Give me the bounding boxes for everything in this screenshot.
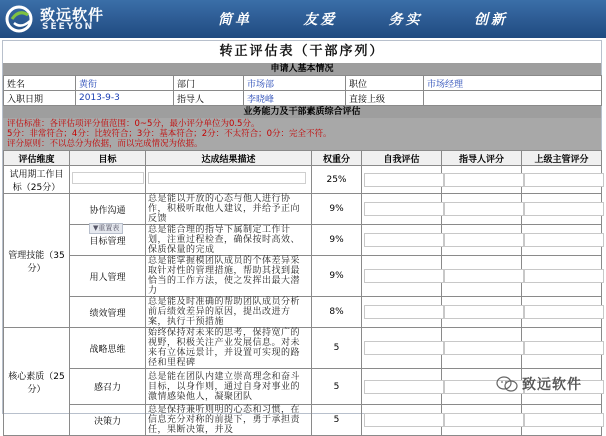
slogan-word: 务实: [388, 12, 423, 28]
mentor-score-input[interactable]: [444, 233, 524, 247]
section-basic-info: 申请人基本情况: [3, 63, 601, 75]
watermark-text: 致远软件: [522, 377, 582, 393]
dim-trial-goal: 试用期工作目标（25分）: [4, 166, 70, 194]
form-title: 转正评估表（干部序列）: [219, 44, 385, 59]
col-mentor-score: 指导人评分: [442, 151, 522, 166]
mentor-score-cell[interactable]: [442, 194, 522, 225]
note-line: 评分原则：不以总分为依据，而以完成情况为依据。: [7, 139, 203, 149]
manager-score-cell[interactable]: [522, 225, 602, 256]
item-weight: 5: [312, 369, 362, 405]
name-label: 姓名: [4, 76, 76, 91]
trial-goal-weight: 25%: [312, 166, 362, 194]
logo-text-cn: 致远软件: [40, 6, 105, 24]
manager-score-input[interactable]: [524, 341, 604, 355]
mentor-score-input[interactable]: [444, 341, 524, 355]
item-weight: 5: [312, 405, 362, 436]
mentor-score-cell[interactable]: [442, 166, 522, 194]
self-score-cell[interactable]: [362, 405, 442, 436]
evaluation-notes: [3, 118, 601, 150]
item-label: 绩效管理: [70, 297, 146, 328]
self-score-input[interactable]: [364, 173, 444, 187]
col-manager-score: 上级主管评分: [522, 151, 602, 166]
mentor-score-input[interactable]: [444, 413, 524, 427]
item-label: 协作沟通: [70, 194, 146, 225]
item-desc: 始终保持对未来的思考，保持宽广的视野，积极关注产业发展信息。对未来有立体远景计，并设置可实现的路径和里程碑: [146, 328, 312, 369]
col-self: 自我评估: [362, 151, 442, 166]
mentor-score-input[interactable]: [444, 269, 524, 283]
supervisor-value[interactable]: [424, 91, 602, 106]
result-input-cell[interactable]: [146, 166, 312, 194]
mentor-score-cell[interactable]: [442, 297, 522, 328]
self-score-cell[interactable]: [362, 256, 442, 297]
watermark: [496, 374, 582, 394]
self-score-input[interactable]: [364, 413, 444, 427]
col-dimension: 评估维度: [4, 151, 70, 166]
manager-score-cell[interactable]: [522, 297, 602, 328]
note-line: 评估标准：各评估项评分值范围：0~5分，最小评分单位为0.5分。: [7, 119, 260, 129]
dept-label: 部门: [174, 76, 244, 91]
item-weight: 9%: [312, 194, 362, 225]
item-desc: 总是能合理的指导下属制定工作计划，注重过程检查，确保按时高效、保质保量的完成: [146, 225, 312, 256]
self-score-cell[interactable]: [362, 369, 442, 405]
item-label: 用人管理: [70, 256, 146, 297]
self-score-input[interactable]: [364, 269, 444, 283]
manager-score-cell[interactable]: [522, 166, 602, 194]
self-score-cell[interactable]: [362, 225, 442, 256]
self-score-cell[interactable]: [362, 328, 442, 369]
manager-score-input[interactable]: [524, 305, 604, 319]
slogan-word: 创新: [473, 12, 508, 28]
manager-score-input[interactable]: [524, 413, 604, 427]
item-label: 决策力: [70, 405, 146, 436]
item-label: 感召力: [70, 369, 146, 405]
evaluation-form: [2, 40, 602, 435]
slogan: [218, 9, 508, 29]
mentor-score-cell[interactable]: [442, 328, 522, 369]
manager-score-cell[interactable]: [522, 256, 602, 297]
mentor-score-cell[interactable]: [442, 256, 522, 297]
item-label: 战略思维: [70, 328, 146, 369]
col-result: 达成结果描述: [146, 151, 312, 166]
slogan-word: 简单: [218, 12, 252, 28]
mentor-score-input[interactable]: [444, 305, 524, 319]
self-score-input[interactable]: [364, 202, 444, 216]
reset-tab[interactable]: ▼重置表: [89, 223, 123, 234]
mentor-score-input[interactable]: [444, 202, 524, 216]
manager-score-input[interactable]: [524, 202, 604, 216]
col-target: 目标: [70, 151, 146, 166]
name-value[interactable]: 黄衔: [76, 76, 174, 91]
entry-date-label: 入职日期: [4, 91, 76, 106]
item-weight: 9%: [312, 225, 362, 256]
basic-info-table: [3, 75, 602, 106]
supervisor-label: 直接上级: [346, 91, 424, 106]
section-evaluation: 业务能力及干部素质综合评估: [3, 106, 601, 118]
item-desc: 总是保持兼听则明的心态和习惯，在信息充分对称的前提下，勇于承担责任，果断决策，并及: [146, 405, 312, 436]
self-score-cell[interactable]: [362, 194, 442, 225]
item-desc: 总是能掌握模团队成员的个体差异采取针对性的管理措施，帮助其找到最恰当的工作方法，使之发挥出最大潜力: [146, 256, 312, 297]
manager-score-cell[interactable]: [522, 405, 602, 436]
self-score-input[interactable]: [364, 380, 444, 394]
manager-score-input[interactable]: [524, 233, 604, 247]
item-label: 目标管理: [70, 225, 146, 256]
self-score-input[interactable]: [364, 341, 444, 355]
logo-text-en: SEEYON: [42, 22, 95, 32]
note-line: 5分：非常符合；4分：比较符合；3分：基本符合；2分：不太符合；0分：完全不符。: [7, 129, 332, 139]
mentor-score-input[interactable]: [444, 173, 524, 187]
item-weight: 9%: [312, 256, 362, 297]
header-banner: [0, 0, 606, 38]
dim-management: 管理技能（35分）: [4, 194, 70, 328]
mentor-value[interactable]: 李晓峰: [244, 91, 346, 106]
manager-score-cell[interactable]: [522, 194, 602, 225]
item-desc: 总是能在团队内建立崇高理念和奋斗目标，以身作则，通过自身对事业的激情感染他人，凝聚团队: [146, 369, 312, 405]
item-weight: 5: [312, 328, 362, 369]
manager-score-cell[interactable]: [522, 328, 602, 369]
wechat-icon: [496, 376, 518, 392]
dim-core-quality: 核心素质（25分）: [4, 328, 70, 436]
self-score-input[interactable]: [364, 233, 444, 247]
mentor-score-cell[interactable]: [442, 405, 522, 436]
manager-score-input[interactable]: [524, 173, 604, 187]
result-input[interactable]: [148, 172, 306, 184]
position-value[interactable]: 市场经理: [424, 76, 602, 91]
item-desc: 总是能以开放的心态与他人进行协作，积极听取他人建议，并给予正向反馈: [146, 194, 312, 225]
self-score-cell[interactable]: [362, 166, 442, 194]
self-score-input[interactable]: [364, 305, 444, 319]
target-input[interactable]: [72, 172, 144, 184]
position-label: 职位: [346, 76, 424, 91]
manager-score-input[interactable]: [524, 269, 604, 283]
target-input-cell[interactable]: [70, 166, 146, 194]
entry-date-value[interactable]: 2013-9-3: [76, 91, 174, 106]
mentor-score-cell[interactable]: [442, 225, 522, 256]
logo-mark-icon: [6, 5, 36, 33]
slogan-word: 友爱: [303, 12, 338, 28]
item-weight: 8%: [312, 297, 362, 328]
item-desc: 总是能及时准确的帮助团队成员分析前后绩效差异的原因，提出改进方案，执行干预措施: [146, 297, 312, 328]
col-weight: 权重分: [312, 151, 362, 166]
dept-value[interactable]: 市场部: [244, 76, 346, 91]
self-score-cell[interactable]: [362, 297, 442, 328]
mentor-label: 指导人: [174, 91, 244, 106]
logo: [6, 3, 136, 35]
